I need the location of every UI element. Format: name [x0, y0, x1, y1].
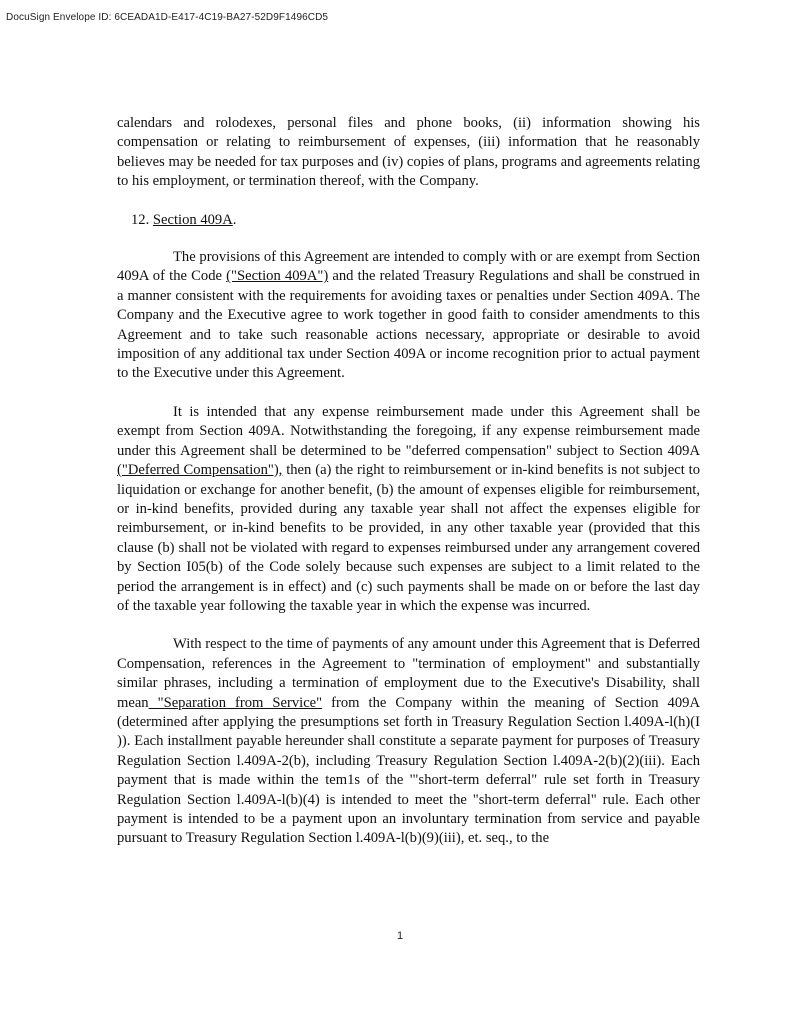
paragraph-expense-reimbursement	[117, 403, 700, 616]
paragraph-text: With respect to the time of payments of any amount under this Agreement that is Deferred Compensation, references in the Agreement to "termination of employment" and substantially similar phrases, including a termination of employment due to the Executive's Disability, shall mean	[117, 636, 700, 711]
paragraph-text: The provisions of this Agreement are intended to comply with or are exempt from Section 409A of the Code	[117, 249, 700, 285]
section-heading	[117, 211, 700, 230]
paragraph-separation-from-service	[117, 635, 700, 848]
paragraph-text: It is intended that any expense reimbursement made under this Agreement shall be exempt from Section 409A. Notwithstanding the foregoing, if any expense reimbursement made under this Agreement shall be determined to be "deferred compensation" subject to Section 409A	[117, 403, 700, 459]
paragraph-409a-compliance	[117, 248, 700, 384]
paragraph-text: from the Company within the meaning of Section 409A (determined after applying the presumptions set forth in Treasury Regulation Section l.409A-l(h)(I )). Each installment payable hereunder shall constitute a separate payment for purposes of Treasury Regulation Section l.409A-2(b), including Treasury Regulation Section l.409A-2(b)(2)(iii). Each payment that is made within the tem1s of the '"short-term deferral" rule set forth in Treasury Regulation Section l.409A-l(b)(4) is intended to meet the "short-term deferral" rule. Each other payment is intended to be a payment upon an involuntary termination from service and payable pursuant to Treasury Regulation Section l.409A-l(b)(9)(iii), et. seq., to the	[117, 694, 700, 847]
section-number: 12.	[131, 211, 150, 228]
paragraph-continuation: calendars and rolodexes, personal files and phone books, (ii) information showing his compensation or relating to reimbursement of expenses, (iii) information that he reasonably believes may be needed for tax purposes and (iv) copies of plans, programs and agreements relating to his employment, or termination thereof, with the Company.	[117, 115, 700, 190]
docusign-envelope-id: DocuSign Envelope ID: 6CEADA1D-E417-4C19-BA27-52D9F1496CD5	[6, 12, 329, 23]
section-title: Section 409A	[152, 211, 233, 228]
document-body	[117, 114, 700, 868]
paragraph-text: and the related Treasury Regulations and shall be construed in a manner consistent with the requirements for avoiding taxes or penalties under Section 409A. The Company and the Executive agree to work together in good faith to consider amendments to this Agreement and to take such reasonable actions necessary, appropriate or desirable to avoid imposition of any additional tax under Section 409A or income recognition prior to actual payment to the Executive under this Agreement.	[117, 268, 700, 382]
defined-term-section-409a: ("Section 409A")	[226, 268, 329, 285]
page-number: 1	[396, 930, 404, 942]
paragraph-text: then (a) the right to reimbursement or in-kind benefits is not subject to liquidation or exchange for another benefit, (b) the amount of expenses eligible for reimbursement, or in-kind benefits, provided during any taxable year shall not affect the expenses eligible for reimbursement, or in-kind benefits to be provided, in any other taxable year (provided that this clause (b) shall not be violated with regard to expenses reimbursed under any arrangement covered by Section I05(b) of the Code solely because such expenses are subject to a limit related to the period the arrangement is in effect) and (c) such payments shall be made on or before the last day of the taxable year following the taxable year in which the expense was incurred.	[117, 462, 700, 614]
section-title-period: .	[232, 211, 237, 228]
defined-term-separation-from-service: "Separation from Service"	[148, 694, 323, 711]
defined-term-deferred-compensation: ("Deferred Compensation"),	[117, 462, 283, 479]
